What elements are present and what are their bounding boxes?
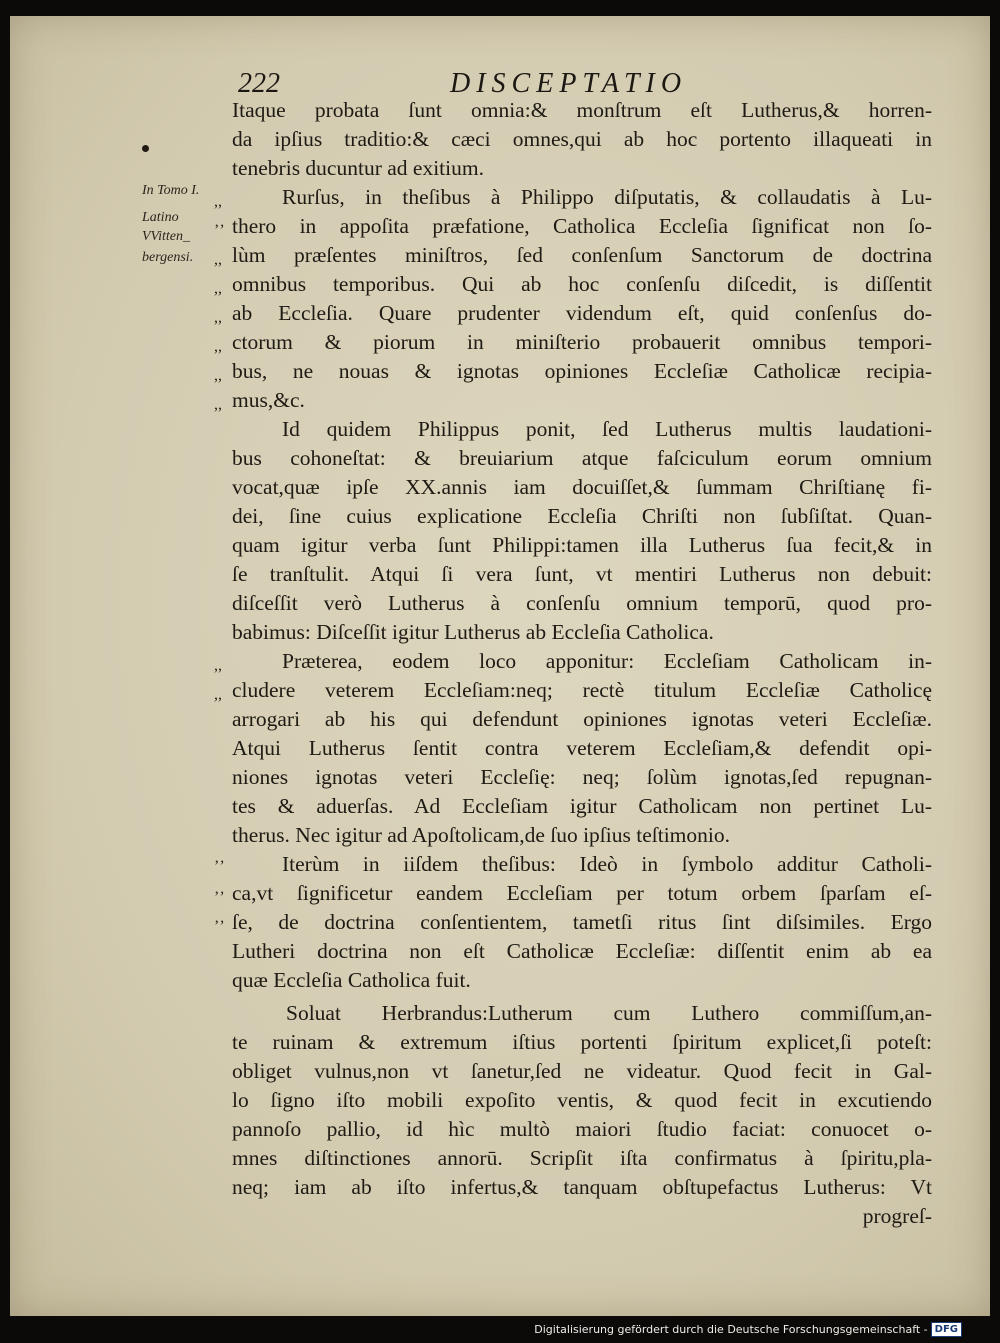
- quote-mark: ʼʼ: [214, 889, 225, 906]
- text-line: lùm præſentes miniſtros, ſed conſenſum Sanctorum de doctrina: [232, 243, 932, 267]
- running-title: DISCEPTATIO: [450, 68, 688, 99]
- text-line: arrogari ab his qui defendunt opiniones ignotas veteri Eccleſiæ.: [232, 707, 932, 731]
- text-line: niones ignotas veteri Eccleſię: neq; ſolùm ignotas,ſed repugnan-: [232, 765, 932, 789]
- digitization-footer: [534, 1322, 962, 1337]
- quote-mark: ,,: [214, 309, 222, 326]
- text-line: thero in appoſita præfatione, Catholica Eccleſia ſignificat non ſo-: [232, 214, 932, 238]
- ink-spot: [142, 145, 149, 152]
- text-line: Id quidem Philippus ponit, ſed Lutherus multis laudationi-: [282, 417, 932, 441]
- text-line: Soluat Herbrandus:Lutherum cum Luthero commiſſum,an-: [286, 1001, 932, 1025]
- text-line: pannoſo pallio, id hìc multò maiori ſtudio faciat: conuocet o-: [232, 1117, 932, 1141]
- quote-mark: ʼʼ: [214, 918, 225, 935]
- dfg-logo: DFG: [931, 1322, 962, 1337]
- footer-text: Digitalisierung gefördert durch die Deutsche Forschungsgemeinschaft -: [534, 1323, 928, 1336]
- margin-note-line: bergensi.: [142, 250, 194, 265]
- text-line: quæ Eccleſia Catholica fuit.: [232, 968, 471, 992]
- quote-mark: ,,: [214, 367, 222, 384]
- text-line: ab Eccleſia. Quare prudenter videndum eſt, quid conſenſus do-: [232, 301, 932, 325]
- quote-mark: ʼʼ: [214, 222, 225, 239]
- margin-note-line: VVitten_: [142, 229, 190, 244]
- quote-mark: ,,: [214, 338, 222, 355]
- quote-mark: ,,: [214, 280, 222, 297]
- text-line: omnibus temporibus. Qui ab hoc conſenſu diſcedit, is diſſentit: [232, 272, 932, 296]
- text-line: ca,vt ſignificetur eandem Eccleſiam per totum orbem ſparſam eſ-: [232, 881, 932, 905]
- text-line: vocat,quæ ipſe XX.annis iam docuiſſet,& ſummam Chriſtianę fi-: [232, 475, 932, 499]
- margin-note-line: In Tomo I.: [142, 183, 200, 198]
- text-line: mus,&c.: [232, 388, 305, 412]
- text-line: Lutheri doctrina non eſt Catholicæ Eccleſiæ: diſſentit enim ab ea: [232, 939, 932, 963]
- text-line: Rurſus, in theſibus à Philippo diſputatis, & collaudatis à Lu-: [282, 185, 932, 209]
- text-line: mnes diſtinctiones annorū. Scripſit iſta confirmatus à ſpiritu,pla-: [232, 1146, 932, 1170]
- quote-mark: ,,: [214, 251, 222, 268]
- text-line: te ruinam & extremum iſtius portenti ſpiritum explicet,ſi poteſt:: [232, 1030, 932, 1054]
- text-line: diſceſſit verò Lutherus à conſenſu omnium temporū, quod pro-: [232, 591, 932, 615]
- text-line: da ipſius traditio:& cæci omnes,qui ab hoc portento illaqueati in: [232, 127, 932, 151]
- text-line: ctorum & piorum in miniſterio probauerit omnibus tempori-: [232, 330, 932, 354]
- margin-note-line: Latino: [142, 210, 179, 225]
- text-line: progreſ-: [862, 1204, 932, 1228]
- text-line: cludere veterem Eccleſiam:neq; rectè titulum Eccleſiæ Catholicę: [232, 678, 932, 702]
- text-line: bus, ne nouas & ignotas opiniones Eccleſiæ Catholicæ recipia-: [232, 359, 932, 383]
- quote-mark: ʼʼ: [214, 858, 225, 875]
- text-line: dei, ſine cuius explicatione Eccleſia Chriſti non ſubſiſtat. Quan-: [232, 504, 932, 528]
- text-line: ſe, de doctrina conſentientem, tametſi ritus ſint diſsimiles. Ergo: [232, 910, 932, 934]
- quote-mark: ,,: [214, 193, 222, 210]
- text-line: Præterea, eodem loco apponitur: Eccleſiam Catholicam in-: [282, 649, 932, 673]
- quote-mark: ,,: [214, 396, 222, 413]
- text-line: lo ſigno iſto mobili expoſito ventis, & quod fecit in excutiendo: [232, 1088, 932, 1112]
- text-line: Itaque probata ſunt omnia:& monſtrum eſt Lutherus,& horren-: [232, 98, 932, 122]
- text-line: quam igitur verba ſunt Philippi:tamen illa Lutherus ſua fecit,& in: [232, 533, 932, 557]
- text-line: tes & aduerſas. Ad Eccleſiam igitur Catholicam non pertinet Lu-: [232, 794, 932, 818]
- text-line: therus. Nec igitur ad Apoſtolicam,de ſuo ipſius teſtimonio.: [232, 823, 731, 847]
- text-line: Atqui Lutherus ſentit contra veterem Eccleſiam,& defendit opi-: [232, 736, 932, 760]
- text-line: obliget vulnus,non vt ſanetur,ſed ne videatur. Quod fecit in Gal-: [232, 1059, 932, 1083]
- text-line: bus cohoneſtat: & breuiarium atque faſciculum eorum omnium: [232, 446, 932, 470]
- text-line: ſe tranſtulit. Atqui ſi vera ſunt, vt mentiri Lutherus non debuit:: [232, 562, 932, 586]
- quote-mark: ,,: [214, 657, 222, 674]
- text-line: Iterùm in iiſdem theſibus: Ideò in ſymbolo additur Catholi-: [282, 852, 932, 876]
- text-line: babimus: Diſceſſit igitur Lutherus ab Eccleſia Catholica.: [232, 620, 714, 644]
- page-number: 222: [238, 68, 280, 99]
- text-line: neq; iam ab iſto infertus,& tanquam obſtupefactus Lutherus: Vt: [232, 1175, 932, 1199]
- text-line: tenebris ducuntur ad exitium.: [232, 156, 484, 180]
- quote-mark: ,,: [214, 686, 222, 703]
